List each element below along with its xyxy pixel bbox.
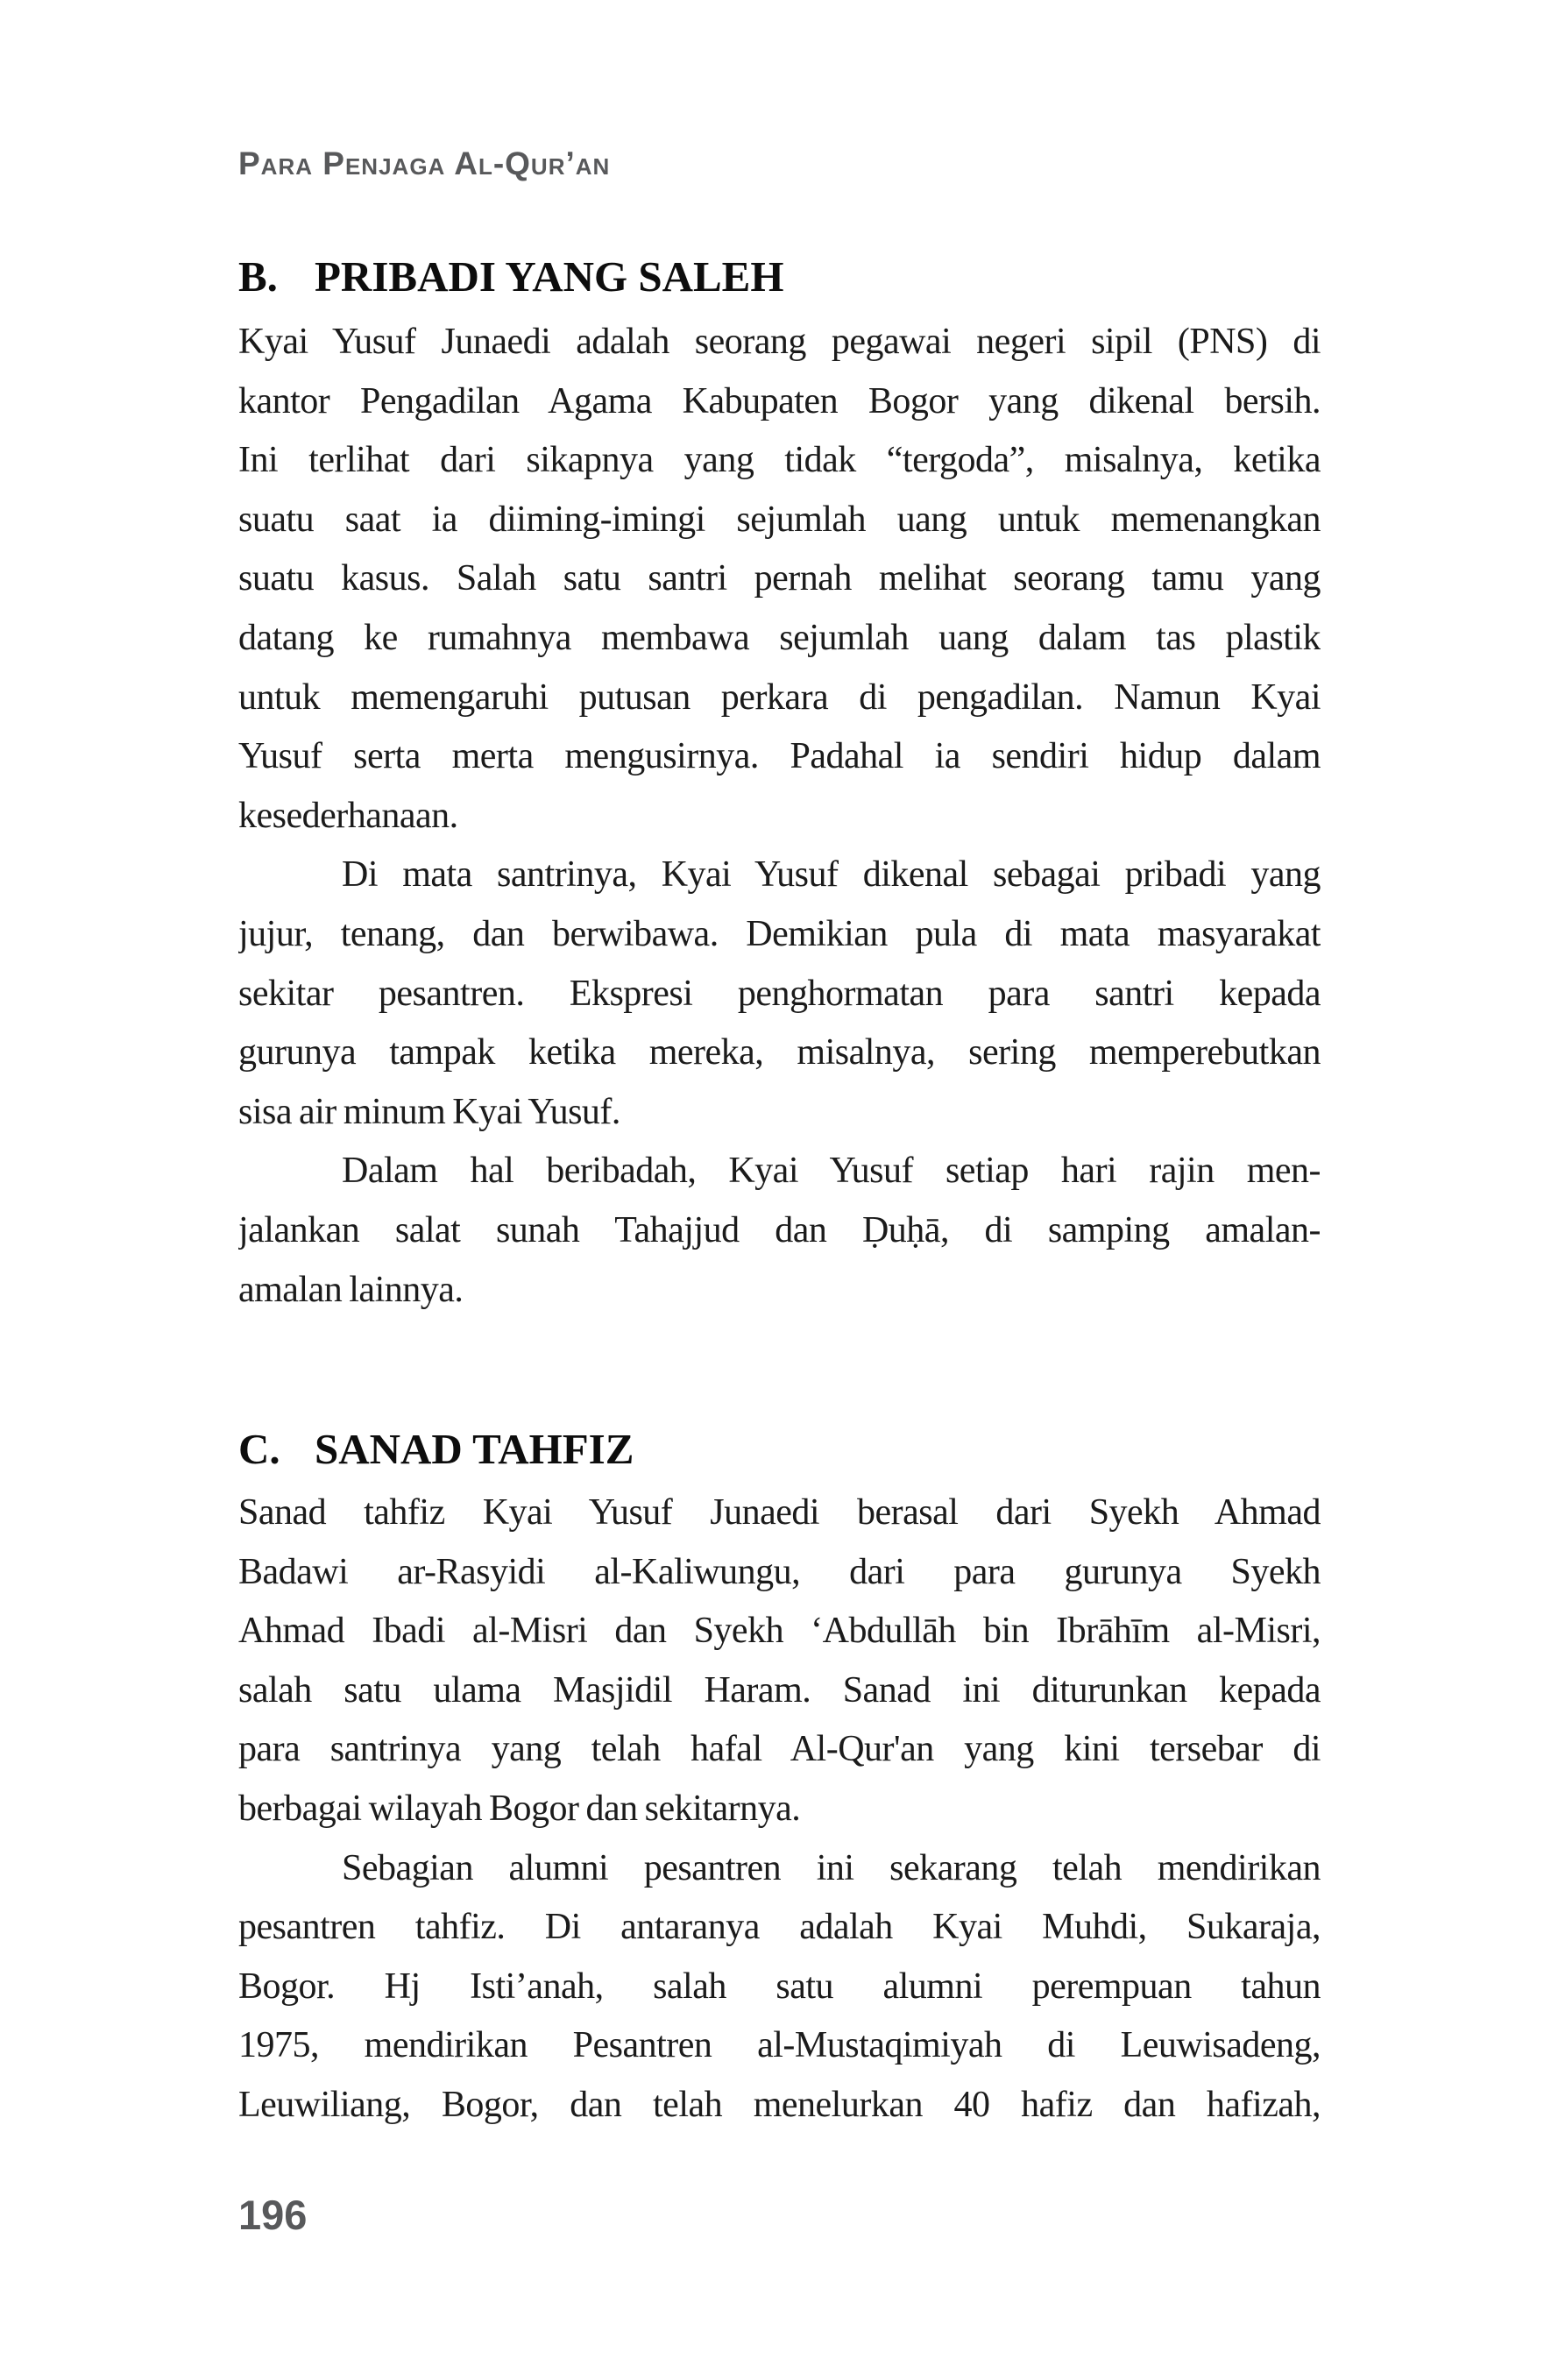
page-number: 196 bbox=[238, 2192, 308, 2238]
text-line: Sebagian alumni pesantren ini sekarang telah mendirikan bbox=[342, 1847, 1321, 1888]
text-line: Bogor. Hj Isti’anah, salah satu alumni perempuan tahun bbox=[238, 1966, 1321, 2007]
section-label: C. bbox=[238, 1425, 280, 1473]
section-heading-c bbox=[238, 1425, 634, 1474]
text-line: Sanad tahfiz Kyai Yusuf Junaedi berasal dari Syekh Ahmad bbox=[238, 1492, 1321, 1533]
text-line: berbagai wilayah Bogor dan sekitarnya. bbox=[238, 1788, 801, 1829]
section-b-body bbox=[238, 313, 1321, 1320]
text-line: kantor Pengadilan Agama Kabupaten Bogor yang dikenal bersih. bbox=[238, 380, 1321, 421]
text-line: Leuwiliang, Bogor, dan telah menelurkan 40 hafiz dan hafizah, bbox=[238, 2084, 1321, 2125]
text-line: suatu kasus. Salah satu santri pernah melihat seorang tamu yang bbox=[238, 558, 1321, 599]
text-line: Dalam hal beribadah, Kyai Yusuf setiap hari rajin men- bbox=[342, 1151, 1321, 1192]
text-line: sisa air minum Kyai Yusuf. bbox=[238, 1091, 620, 1132]
text-line: untuk memengaruhi putusan perkara di pengadilan. Namun Kyai bbox=[238, 676, 1321, 718]
text-line: jalankan salat sunah Tahajjud dan Ḍuḥā, di samping amalan- bbox=[238, 1209, 1321, 1250]
text-line: salah satu ulama Masjidil Haram. Sanad ini diturunkan kepada bbox=[238, 1669, 1321, 1711]
text-line: amalan lainnya. bbox=[238, 1269, 464, 1310]
text-line: sekitar pesantren. Ekspresi penghormatan para santri kepada bbox=[238, 973, 1321, 1014]
text-line: jujur, tenang, dan berwibawa. Demikian pula di mata masyarakat bbox=[238, 913, 1321, 954]
section-title: SANAD TAHFIZ bbox=[315, 1425, 634, 1473]
section-label: B. bbox=[238, 252, 278, 301]
section-title: PRIBADI YANG SALEH bbox=[315, 252, 784, 301]
text-line: Di mata santrinya, Kyai Yusuf dikenal sebagai pribadi yang bbox=[342, 854, 1321, 896]
text-line: Kyai Yusuf Junaedi adalah seorang pegawai negeri sipil (PNS) di bbox=[238, 322, 1321, 362]
text-line: Badawi ar-Rasyidi al-Kaliwungu, dari para gurunya Syekh bbox=[238, 1551, 1321, 1592]
text-line: pesantren tahfiz. Di antaranya adalah Kyai Muhdi, Sukaraja, bbox=[238, 1907, 1321, 1948]
text-line: Ini terlihat dari sikapnya yang tidak “tergoda”, misalnya, ketika bbox=[238, 440, 1321, 481]
text-line: kesederhanaan. bbox=[238, 795, 458, 836]
text-line: Yusuf serta merta mengusirnya. Padahal ia sendiri hidup dalam bbox=[238, 736, 1321, 777]
text-line: Ahmad Ibadi al-Misri dan Syekh ‘Abdullāh bin Ibrāhīm al-Misri, bbox=[238, 1611, 1321, 1652]
running-header: Para Penjaga Al-Qur’an bbox=[238, 145, 611, 181]
section-c-body bbox=[238, 1484, 1321, 2136]
text-line: datang ke rumahnya membawa sejumlah uang dalam tas plastik bbox=[238, 617, 1321, 658]
text-line: gurunya tampak ketika mereka, misalnya, sering memperebutkan bbox=[238, 1032, 1321, 1073]
section-heading-b bbox=[238, 252, 783, 301]
text-line: 1975, mendirikan Pesantren al-Mustaqimiyah di Leuwisadeng, bbox=[238, 2025, 1321, 2066]
text-line: suatu saat ia diiming-imingi sejumlah uang untuk memenangkan bbox=[238, 499, 1321, 540]
text-line: para santrinya yang telah hafal Al-Qur'an yang kini tersebar di bbox=[238, 1729, 1321, 1770]
